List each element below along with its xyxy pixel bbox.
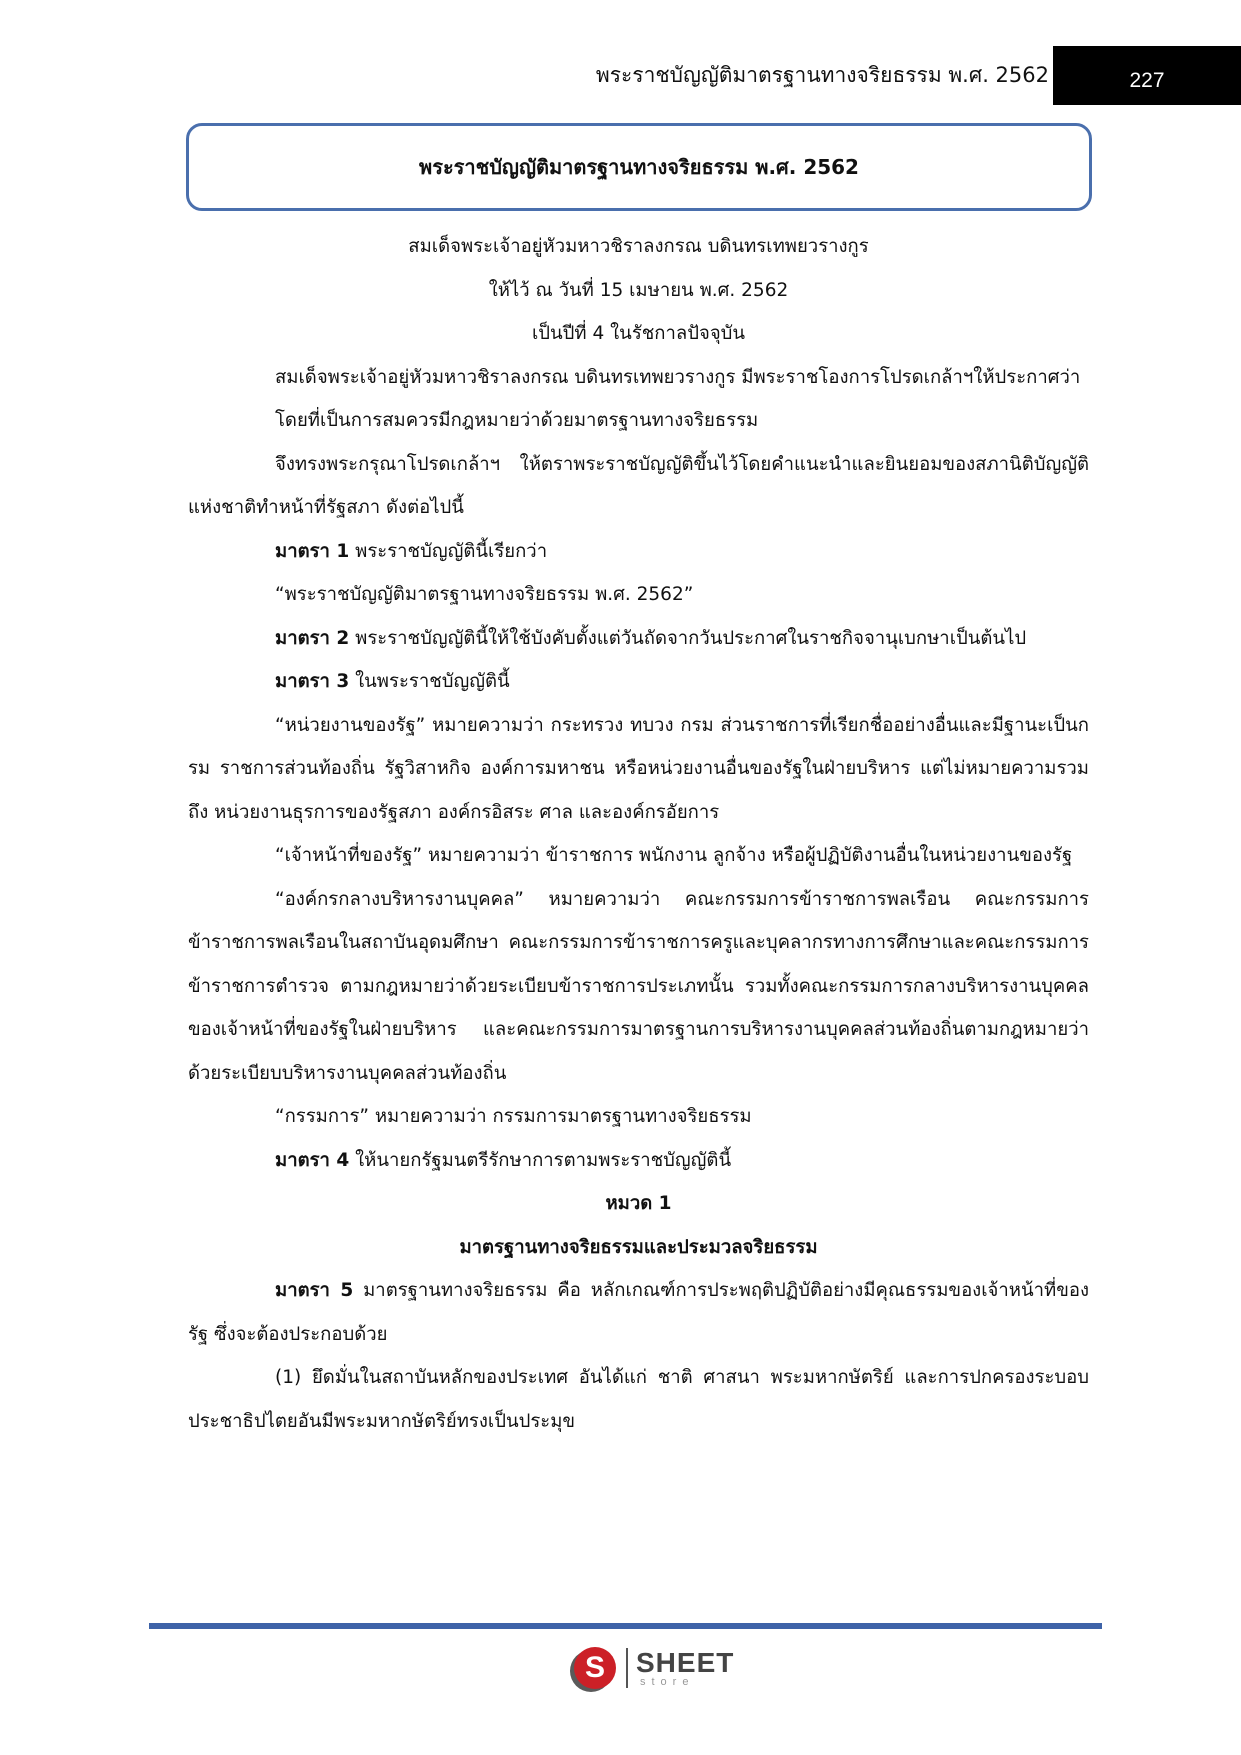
section-label: มาตรา 3 — [275, 671, 350, 692]
logo-text: SHEET — [636, 1646, 735, 1678]
definition-committee-member: “กรรมการ” หมายความว่า กรรมการมาตรฐานทางจริยธรรม — [275, 1106, 752, 1127]
definition-state-official: “เจ้าหน้าที่ของรัฐ” หมายความว่า ข้าราชการ พนักงาน ลูกจ้าง หรือผู้ปฏิบัติงานอื่นในหน่วยงานของรัฐ — [275, 845, 1073, 866]
section-label: มาตรา 4 — [275, 1149, 350, 1171]
logo-s-icon: S — [574, 1647, 616, 1689]
section-1-act-name: “พระราชบัญญัติมาตรฐานทางจริยธรรม พ.ศ. 2562” — [275, 584, 694, 605]
section-5 — [188, 1269, 1089, 1356]
logo-separator — [626, 1648, 628, 1688]
section-4 — [188, 1139, 1089, 1183]
chapter-number: หมวด 1 — [605, 1193, 672, 1214]
logo-wordmark — [636, 1646, 735, 1688]
section-3 — [188, 660, 1089, 704]
preamble-king: สมเด็จพระเจ้าอยู่หัวมหาวชิราลงกรณ บดินทรเทพยวรางกูร — [408, 236, 869, 257]
preamble-reign: เป็นปีที่ 4 ในรัชกาลปัจจุบัน — [531, 323, 746, 344]
paragraph-enactment: จึงทรงพระกรุณาโปรดเกล้าฯ ให้ตราพระราชบัญญัติขึ้นไว้โดยคำแนะนำและยินยอมของสภานิติบัญญัติแห่งชาติทำหน้าที่รัฐสภา ดังต่อไปนี้ — [188, 453, 1089, 518]
document-title-box — [186, 123, 1092, 211]
page-number: 227 — [1053, 46, 1241, 105]
section-text: ในพระราชบัญญัตินี้ — [349, 671, 510, 692]
section-label: มาตรา 2 — [275, 627, 350, 649]
document-body — [188, 225, 1089, 1443]
sheet-store-logo — [574, 1645, 734, 1691]
section-1 — [188, 530, 1089, 574]
paragraph-whereas: โดยที่เป็นการสมควรมีกฎหมายว่าด้วยมาตรฐานทางจริยธรรม — [275, 410, 759, 431]
running-header-title: พระราชบัญญัติมาตรฐานทางจริยธรรม พ.ศ. 2562 — [595, 63, 1049, 87]
section-label: มาตรา 1 — [275, 540, 350, 562]
section-text: มาตรฐานทางจริยธรรม คือ หลักเกณฑ์การประพฤติปฏิบัติอย่างมีคุณธรรมของเจ้าหน้าที่ของรัฐ ซึ่งจะต้องประกอบด้วย — [188, 1280, 1089, 1345]
section-text: ให้นายกรัฐมนตรีรักษาการตามพระราชบัญญัตินี้ — [349, 1149, 732, 1171]
logo-subtext: store — [640, 1675, 695, 1688]
chapter-title: มาตรฐานทางจริยธรรมและประมวลจริยธรรม — [459, 1236, 818, 1258]
document-title: พระราชบัญญัติมาตรฐานทางจริยธรรม พ.ศ. 2562 — [419, 155, 859, 179]
section-2 — [188, 617, 1089, 661]
paragraph-proclamation: สมเด็จพระเจ้าอยู่หัวมหาวชิราลงกรณ บดินทรเทพยวรางกูร มีพระราชโองการโปรดเกล้าฯให้ประกาศว่า — [275, 366, 1081, 388]
definition-central-personnel-body: “องค์กรกลางบริหารงานบุคคล” หมายความว่า คณะกรรมการข้าราชการพลเรือน คณะกรรมการข้าราชการพลเรือนในสถาบันอุดมศึกษา คณะกรรมการข้าราชการครูและบุคลากรทางการศึกษาและคณะกรรมการข้าราชการตำรวจ ตามกฎหมายว่าด้วยระเบียบข้าราชการประเภทนั้น รวมทั้งคณะกรรมการกลางบริหารงานบุคคลของเจ้าหน้าที่ของรัฐในฝ่ายบริหาร และคณะกรรมการมาตรฐานการบริหารงานบุคคลส่วนท้องถิ่นตามกฎหมายว่าด้วยระเบียบบริหารงานบุคคลส่วนท้องถิ่น — [188, 888, 1089, 1084]
section-5-item-1: (1) ยึดมั่นในสถาบันหลักของประเทศ อันได้แก่ ชาติ ศาสนา พระมหากษัตริย์ และการปกครองระบอบประชาธิปไตยอันมีพระมหากษัตริย์ทรงเป็นประมุข — [188, 1367, 1089, 1432]
footer-divider — [149, 1623, 1102, 1629]
section-text: พระราชบัญญัตินี้ให้ใช้บังคับตั้งแต่วันถัดจากวันประกาศในราชกิจจานุเบกษาเป็นต้นไป — [349, 627, 1027, 649]
definition-state-agency: “หน่วยงานของรัฐ” หมายความว่า กระทรวง ทบวง กรม ส่วนราชการที่เรียกชื่ออย่างอื่นและมีฐานะเป็นกรม ราชการส่วนท้องถิ่น รัฐวิสาหกิจ องค์การมหาชน หรือหน่วยงานอื่นของรัฐในฝ่ายบริหาร แต่ไม่หมายความรวมถึง หน่วยงานธุรการของรัฐสภา องค์กรอิสระ ศาล และองค์กรอัยการ — [188, 714, 1089, 823]
section-label: มาตรา 5 — [275, 1280, 354, 1301]
preamble-date: ให้ไว้ ณ วันที่ 15 เมษายน พ.ศ. 2562 — [488, 279, 789, 301]
section-text: พระราชบัญญัตินี้เรียกว่า — [349, 540, 548, 562]
